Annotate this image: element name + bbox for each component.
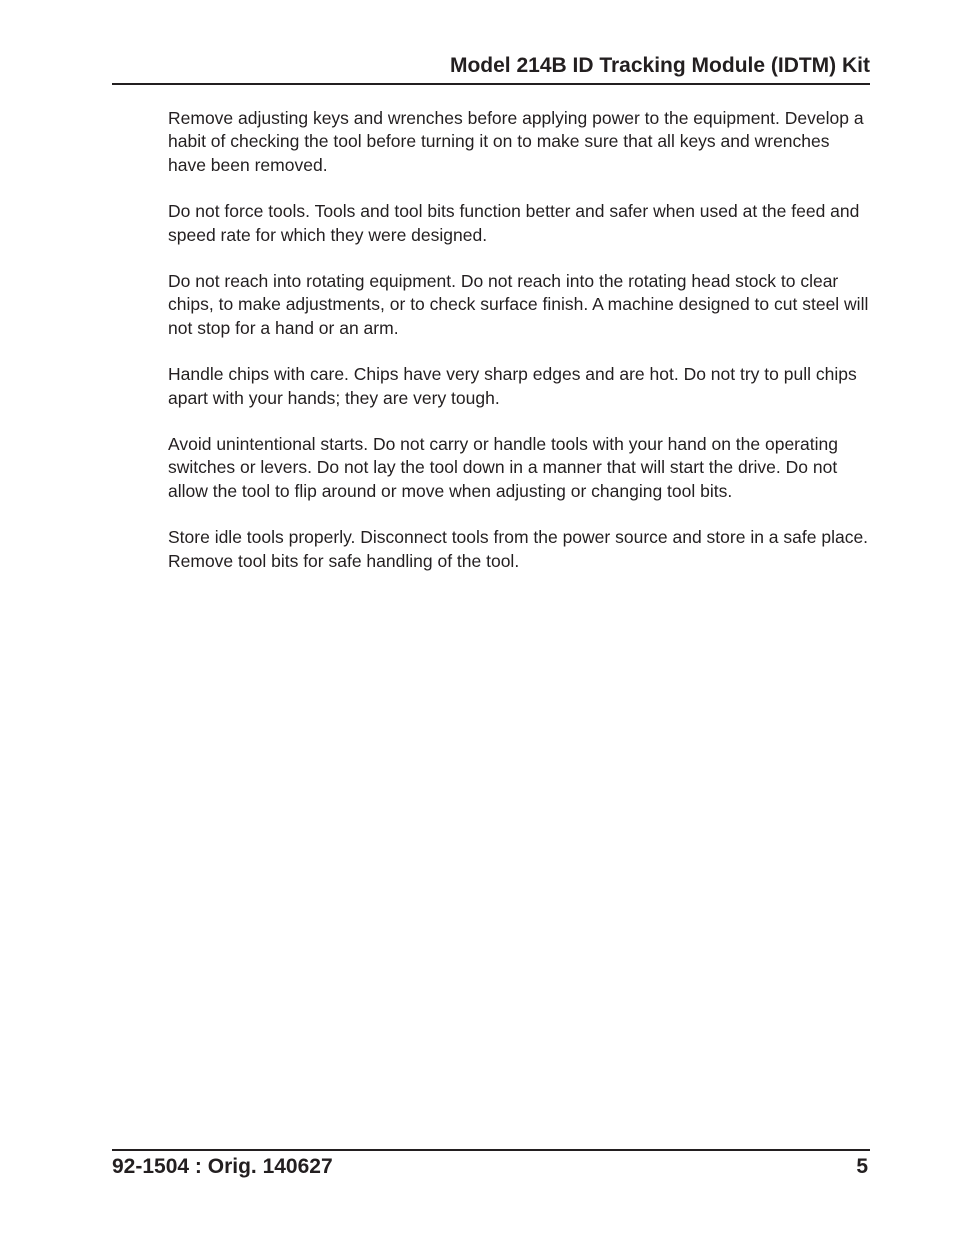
paragraph-force-tools: Do not force tools. Tools and tool bits function better and safer when used at the feed and speed rate for which they were designed. xyxy=(168,201,860,245)
paragraph-unintentional-starts: Avoid unintentional starts. Do not carry or handle tools with your hand on the operating switches or levers. Do not lay the tool down in a manner that will start the drive. Do not allow the tool to flip around or move when adjusting or changing tool bits. xyxy=(168,434,838,501)
paragraph-store-idle-tools: Store idle tools properly. Disconnect tools from the power source and store in a safe place. Remove tool bits for safe handling of the tool. xyxy=(168,527,869,571)
header-divider xyxy=(112,83,870,85)
body-content xyxy=(168,107,870,596)
page-header-title: Model 214B ID Tracking Module (IDTM) Kit xyxy=(449,54,870,77)
paragraph-adjusting-keys: Remove adjusting keys and wrenches before applying power to the equipment. Develop a habit of checking the tool before turning it on to make sure that all keys and wrenches have been removed. xyxy=(168,108,864,175)
footer-divider xyxy=(112,1149,870,1151)
footer-page-number: 5 xyxy=(856,1155,868,1178)
paragraph-handle-chips: Handle chips with care. Chips have very sharp edges and are hot. Do not try to pull chips apart with your hands; they are very tough. xyxy=(168,364,857,408)
paragraph-rotating-equipment: Do not reach into rotating equipment. Do not reach into the rotating head stock to clear chips, to make adjustments, or to check surface finish. A machine designed to cut steel will not stop for a hand or an arm. xyxy=(168,271,869,338)
footer-document-number: 92-1504 : Orig. 140627 xyxy=(112,1155,333,1178)
